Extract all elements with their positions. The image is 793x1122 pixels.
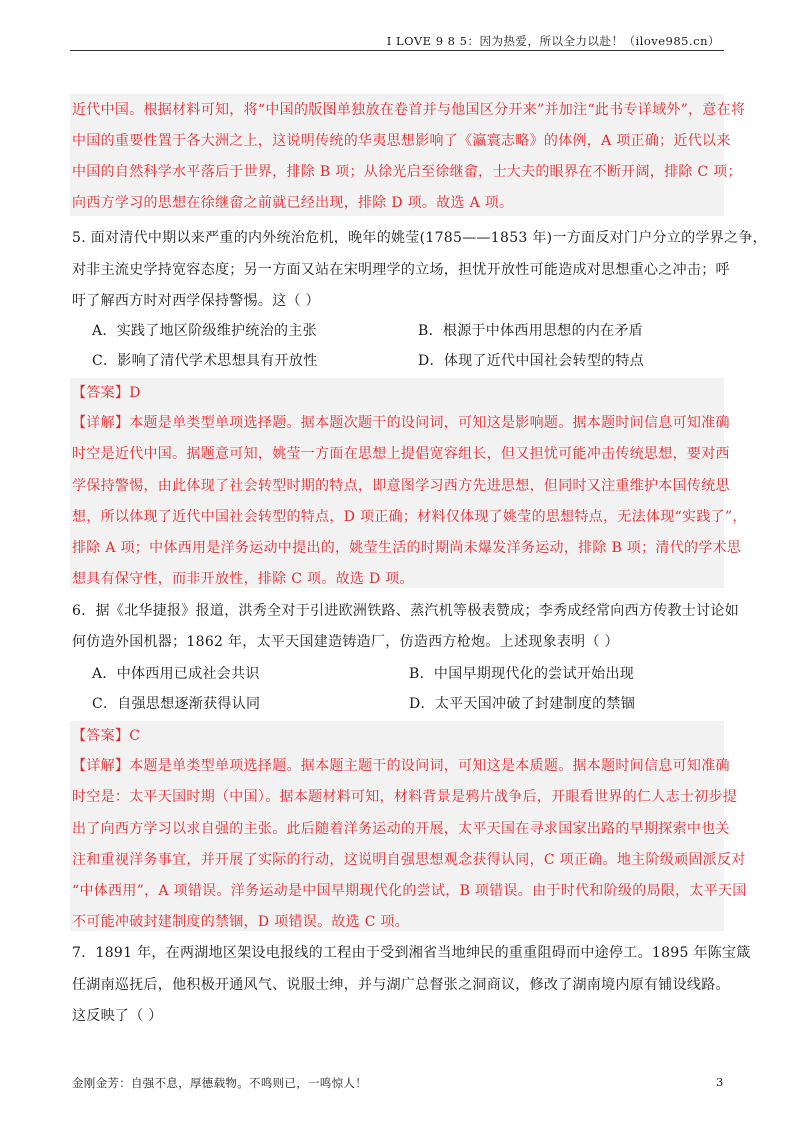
- q5-option-b: B．根源于中体西用思想的内在矛盾: [418, 323, 644, 339]
- q5-option-a: A．实践了地区阶级维护统治的主张: [92, 323, 317, 339]
- page-header: I LOVE 9 8 5：因为热爱，所以全力以赴！（ilove985.cn）: [386, 34, 720, 48]
- header-divider: [70, 50, 724, 51]
- q7-stem-line: 任湖南巡抚后，他积极开通风气、说服士绅，并与湖广总督张之洞商议，修改了湖南境内原有铺设线路。: [72, 977, 730, 993]
- q6-detail-line: 不可能冲破封建制度的禁锢，D 项错误。故选 C 项。: [72, 914, 410, 930]
- q5-detail-line: 想具有保守性，而非开放性，排除 C 项。故选 D 项。: [72, 571, 414, 587]
- q6-detail-line: 时空是：太平天国时期（中国）。据本题材料可知，材料背景是鸦片战争后，开眼看世界的仁人志士初步提: [72, 789, 738, 805]
- q5-detail-line: 学保持警惕，由此体现了社会转型时期的特点，即意图学习西方先进思想，但同时又注重维护本国传统思: [72, 478, 730, 494]
- q7-stem-line: 这反映了（ ）: [72, 1008, 163, 1024]
- q6-option-c: C．自强思想逐渐获得认同: [92, 696, 261, 712]
- q5-answer: 【答案】D: [72, 385, 141, 401]
- page-number: 3: [716, 1075, 724, 1089]
- q6-answer: 【答案】C: [72, 728, 141, 744]
- q5-stem-line: 5. 面对清代中期以来严重的内外统治危机，晚年的姚莹(1785——1853 年)一方面反对门户分立的学界之争，: [72, 230, 767, 246]
- q6-stem-line: 6．据《北华捷报》报道，洪秀全对于引进欧洲铁路、蒸汽机等极表赞成；李秀成经常向西方传教士讨论如: [72, 603, 740, 619]
- q6-detail-line: 【详解】本题是单类型单项选择题。据本题主题干的设问词，可知这是本质题。据本题时间信息可知准确: [72, 758, 730, 774]
- q5-stem-line: 对非主流史学持宽容态度；另一方面又站在宋明理学的立场，担忧开放性可能造成对思想重心之冲击；呼: [72, 262, 730, 278]
- q6-detail-line: 注和重视洋务事宜，并开展了实际的行动，这说明自强思想观念获得认同，C 项正确。地主阶级顽固派反对: [72, 852, 746, 868]
- q6-option-b: B．中国早期现代化的尝试开始出现: [409, 666, 635, 682]
- q5-option-c: C．影响了清代学术思想具有开放性: [92, 353, 318, 369]
- q6-option-d: D．太平天国冲破了封建制度的禁锢: [409, 696, 636, 712]
- prev-detail-line: 近代中国。根据材料可知，将“中国的版图单独放在卷首并与他国区分开来”并加注“此书专详域外”，意在将: [72, 102, 746, 118]
- prev-detail-line: 向西方学习的思想在徐继畲之前就已经出现，排除 D 项。故选 A 项。: [72, 195, 514, 211]
- q5-detail-line: 时空是近代中国。据题意可知，姚莹一方面在思想上提倡宽容组长，但又担忧可能冲击传统思想，要对西: [72, 446, 730, 462]
- q6-option-a: A．中体西用已成社会共识: [92, 666, 260, 682]
- q5-option-d: D．体现了近代中国社会转型的特点: [418, 353, 645, 369]
- q5-detail-line: 【详解】本题是单类型单项选择题。据本题次题干的设问词，可知这是影响题。据本题时间信息可知准确: [72, 415, 730, 431]
- prev-detail-line: 中国的自然科学水平落后于世界，排除 B 项；从徐光启至徐继畲，士大夫的眼界在不断开阔，排除 C 项；: [72, 164, 742, 180]
- q6-detail-line: 出了向西方学习以求自强的主张。此后随着洋务运动的开展，太平天国在寻求国家出路的早期探索中也关: [72, 821, 730, 837]
- q6-detail-line: “中体西用”，A 项错误。洋务运动是中国早期现代化的尝试，B 项错误。由于时代和阶级的局限，太平天国: [72, 883, 747, 899]
- q5-detail-line: 排除 A 项；中体西用是洋务运动中提出的，姚莹生活的时期尚未爆发洋务运动，排除 B 项；清代的学术思: [72, 540, 742, 556]
- q6-stem-line: 何仿造外国机器；1862 年，太平天国建造铸造厂，仿造西方枪炮。上述现象表明（ ）: [72, 634, 619, 650]
- prev-detail-line: 中国的重要性置于各大洲之上，这说明传统的华夷思想影响了《瀛寰志略》的体例，A 项正确；近代以来: [72, 133, 731, 149]
- q5-stem-line: 吁了解西方时对西学保持警惕。这（ ）: [72, 293, 320, 309]
- q5-detail-line: 想，所以体现了近代中国社会转型的特点，D 项正确；材料仅体现了姚莹的思想特点，无法体现“实践了”，: [72, 509, 747, 525]
- q7-stem-line: 7．1891 年，在两湖地区架设电报线的工程由于受到湘省当地绅民的重重阻碍而中途停工。1895 年陈宝箴: [72, 945, 751, 961]
- footer-motto: 金刚金芳：自强不息，厚德载物。不鸣则已，一鸣惊人！: [72, 1076, 367, 1090]
